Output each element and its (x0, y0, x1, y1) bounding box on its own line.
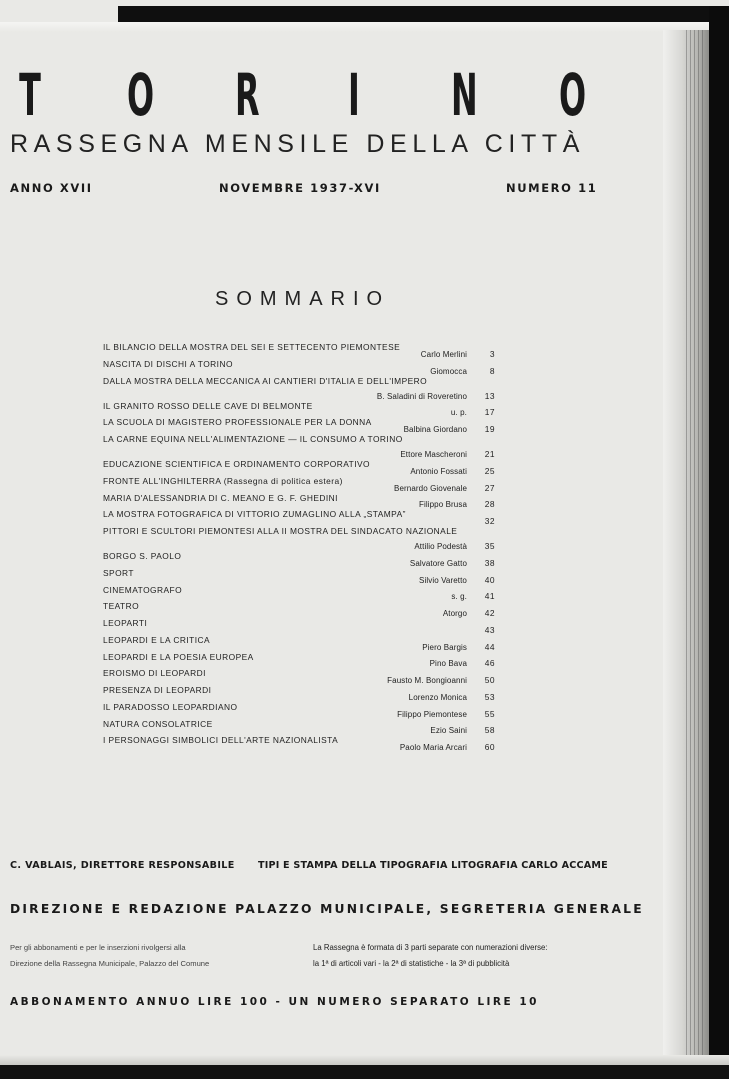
toc-author: Attilio Podestà (414, 542, 467, 551)
toc-page: 41 (484, 591, 495, 602)
toc-page: 58 (484, 725, 495, 736)
toc-title: LEOPARDI E LA CRITICA (103, 634, 211, 645)
toc-author: Balbina Giordano (403, 425, 467, 434)
toc-author: Ezio Saini (430, 726, 467, 736)
toc-page: 17 (484, 407, 495, 418)
toc-title: IL PARADOSSO LEOPARDIANO (103, 701, 238, 712)
toc-page: 44 (484, 641, 495, 652)
toc-title: NASCITA DI DISCHI A TORINO (103, 358, 233, 369)
toc-title: PRESENZA DI LEOPARDI (103, 685, 212, 695)
toc-author: Paolo Maria Arcari (399, 743, 467, 752)
toc-title: MARIA D'ALESSANDRIA DI C. MEANO E G. F. GHEDINI (103, 492, 338, 503)
toc-entry (103, 376, 497, 401)
issue-number: NUMERO 11 (506, 181, 598, 195)
contents-heading: SOMMARIO (215, 288, 391, 310)
toc-page: 60 (484, 742, 495, 752)
masthead-subtitle: RASSEGNA MENSILE DELLA CITTÀ (10, 130, 585, 158)
toc-entry (103, 509, 497, 526)
toc-page: 55 (484, 708, 495, 719)
toc-author: u. p. (450, 408, 467, 418)
toc-page: 38 (484, 557, 495, 568)
toc-title: NATURA CONSOLATRICE (103, 718, 213, 729)
toc-title: LEOPARTI (103, 618, 148, 628)
toc-entry (103, 459, 497, 476)
toc-entry (103, 493, 497, 510)
toc-author: Silvio Varetto (419, 575, 467, 585)
toc-entry (103, 702, 497, 719)
toc-title: PITTORI E SCULTORI PIEMONTESI ALLA II MOSTRA DEL SINDACATO NAZIONALE (103, 526, 458, 536)
issue-year: ANNO XVII (10, 181, 93, 195)
toc-entry (103, 668, 497, 685)
toc-page: 13 (484, 390, 495, 401)
toc-entry (103, 652, 497, 669)
title-letter: O (559, 61, 587, 129)
toc-author: B. Saladini di Roveretino (376, 391, 467, 401)
toc-author: Filippo Piemontese (397, 709, 467, 719)
toc-entry (103, 568, 497, 585)
toc-page: 19 (484, 424, 495, 434)
toc-page: 42 (484, 608, 495, 618)
toc-title: LA SCUOLA DI MAGISTERO PROFESSIONALE PER LA DONNA (103, 417, 372, 428)
toc-entry (103, 551, 497, 568)
toc-author: Filippo Brusa (419, 500, 467, 510)
toc-author: Piero Bargis (422, 642, 467, 652)
toc-title: LA CARNE EQUINA NELL'ALIMENTAZIONE — IL CONSUMO A TORINO (103, 434, 403, 444)
toc-entry (103, 735, 497, 752)
pricing-line: ABBONAMENTO ANNUO LIRE 100 - UN NUMERO SEPARATO LIRE 10 (10, 996, 539, 1008)
toc-entry (103, 359, 497, 376)
toc-author: Pino Bava (429, 659, 467, 669)
toc-page: 32 (484, 516, 495, 526)
toc-page: 53 (484, 691, 495, 702)
format-note (313, 940, 547, 972)
toc-page: 46 (484, 658, 495, 669)
toc-title: EDUCAZIONE SCIENTIFICA E ORDINAMENTO CORPORATIVO (103, 459, 370, 469)
toc-title: CINEMATOGRAFO (103, 584, 183, 595)
toc-author: Giomocca (430, 366, 467, 376)
title-letter: N (451, 61, 478, 129)
toc-title: FRONTE ALL'INGHILTERRA (Rassegna di politica estera) (103, 475, 343, 486)
toc-page: 35 (484, 541, 495, 551)
toc-author: Salvatore Gatto (409, 558, 467, 568)
printer-credit: TIPI E STAMPA DELLA TIPOGRAFIA LITOGRAFIA CARLO ACCAME (258, 860, 608, 871)
toc-author: Atorgo (442, 609, 467, 618)
toc-author: s. g. (451, 592, 467, 602)
title-letter: T (19, 61, 41, 129)
title-letter: O (127, 61, 155, 129)
toc-author: Ettore Mascheroni (400, 450, 467, 459)
toc-page: 43 (484, 624, 495, 635)
toc-title: LEOPARDI E LA POESIA EUROPEA (103, 651, 254, 662)
title-letter: I (348, 61, 360, 129)
toc-author: Lorenzo Monica (408, 692, 467, 702)
toc-page: 28 (484, 499, 495, 510)
toc-title: I PERSONAGGI SIMBOLICI DELL'ARTE NAZIONALISTA (103, 735, 339, 746)
toc-entry (103, 434, 497, 459)
toc-author: Antonio Fossati (410, 466, 467, 476)
toc-title: IL BILANCIO DELLA MOSTRA DEL SEI E SETTECENTO PIEMONTESE (103, 342, 401, 352)
toc-page: 8 (489, 365, 495, 376)
note-line: la 1ª di articoli vari - la 2ª di statistiche - la 3ª di pubblicità (313, 959, 510, 968)
toc-entry (103, 601, 497, 618)
toc-page: 50 (484, 675, 495, 685)
toc-author: Bernardo Giovenale (394, 483, 467, 493)
note-line: Direzione della Rassegna Municipale, Palazzo del Comune (10, 959, 210, 968)
note-line: Per gli abbonamenti e per le inserzioni rivolgersi alla (10, 943, 186, 952)
note-line: La Rassegna è formata di 3 parti separate con numerazioni diverse: (313, 943, 548, 952)
toc-entry (103, 526, 497, 551)
toc-page: 3 (489, 348, 495, 359)
director-credit: C. VABLAIS, DIRETTORE RESPONSABILE (10, 860, 235, 871)
toc-entry (103, 342, 497, 359)
toc-entry (103, 476, 497, 493)
editorial-office: DIREZIONE E REDAZIONE PALAZZO MUNICIPALE, SEGRETERIA GENERALE (10, 902, 644, 916)
toc-entry (103, 618, 497, 635)
issue-date: NOVEMBRE 1937-XVI (219, 181, 381, 195)
toc-title: TEATRO (103, 601, 140, 612)
toc-author: Carlo Merlini (420, 349, 467, 359)
toc-title: BORGO S. PAOLO (103, 551, 182, 561)
subscriptions-note (10, 940, 209, 972)
toc-title: IL GRANITO ROSSO DELLE CAVE DI BELMONTE (103, 400, 313, 411)
toc-title: DALLA MOSTRA DELLA MECCANICA AI CANTIERI D'ITALIA E DELL'IMPERO (103, 375, 428, 386)
toc-page: 21 (484, 449, 495, 459)
toc-entry (103, 417, 497, 434)
toc-page: 40 (484, 574, 495, 585)
toc-page: 27 (484, 482, 495, 493)
table-of-contents (103, 342, 497, 752)
masthead-title (10, 62, 590, 128)
toc-entry (103, 635, 497, 652)
title-letter: R (235, 61, 260, 129)
toc-title: EROISMO DI LEOPARDI (103, 668, 206, 679)
toc-entry (103, 719, 497, 736)
toc-title: LA MOSTRA FOTOGRAFICA DI VITTORIO ZUMAGLINO ALLA „STAMPA” (103, 509, 406, 520)
toc-title: SPORT (103, 567, 134, 578)
toc-page: 25 (484, 465, 495, 476)
toc-entry (103, 685, 497, 702)
toc-author: Fausto M. Bongioanni (387, 676, 467, 685)
toc-entry (103, 585, 497, 602)
toc-entry (103, 401, 497, 418)
